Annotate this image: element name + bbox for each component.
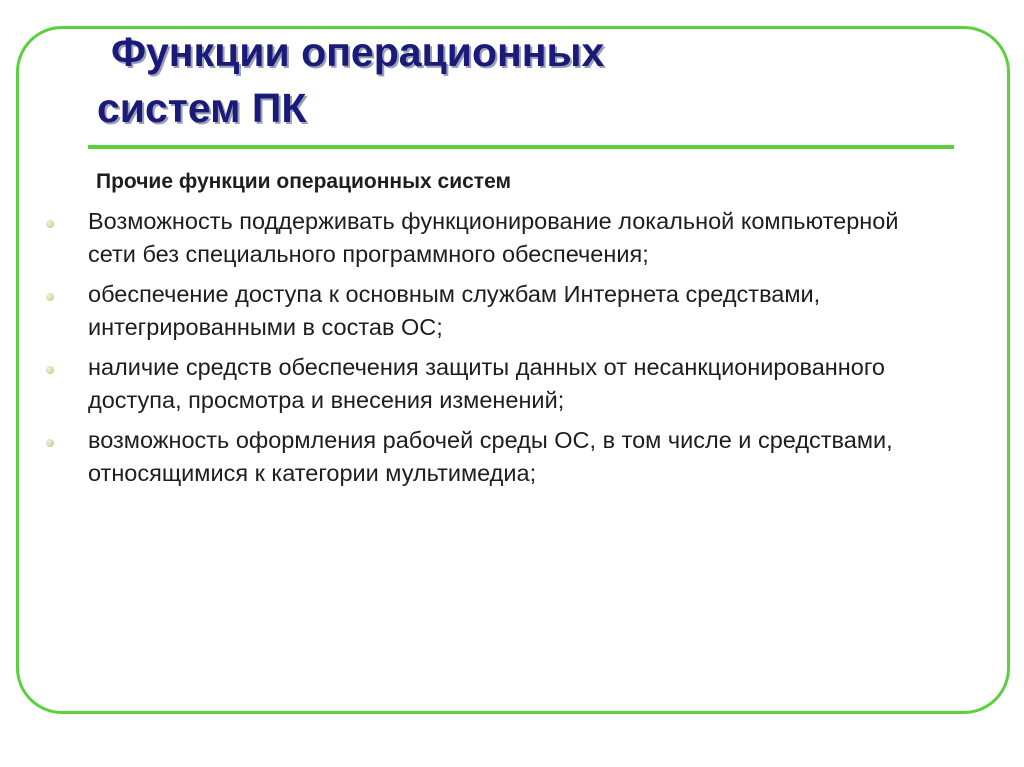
list-item-text: возможность оформления рабочей среды ОС, в том числе и средствами, относящимися к категории мультимедиа;	[88, 427, 893, 486]
list-item	[46, 205, 946, 271]
list-item-text: обеспечение доступа к основным службам Интернета средствами, интегрированными в состав ОС;	[88, 281, 821, 340]
bullet-dot-icon	[46, 366, 54, 374]
list-item	[46, 278, 946, 344]
bullet-dot-icon	[46, 439, 54, 447]
bullet-dot-icon	[46, 220, 54, 228]
slide-title	[97, 24, 957, 136]
slide-subtitle: Прочие функции операционных систем	[96, 170, 512, 193]
slide-title-line-1: Функции операционных	[111, 29, 605, 75]
list-item	[46, 351, 946, 417]
title-divider	[88, 145, 954, 149]
slide-title-line-2: систем ПК	[97, 85, 307, 131]
bullet-dot-icon	[46, 293, 54, 301]
list-item	[46, 424, 946, 490]
bullet-list	[46, 205, 946, 497]
list-item-text: Возможность поддерживать функционирование локальной компьютерной сети без специального программного обеспечения;	[88, 208, 899, 267]
list-item-text: наличие средств обеспечения защиты данных от несанкционированного доступа, просмотра и внесения изменений;	[88, 354, 885, 413]
